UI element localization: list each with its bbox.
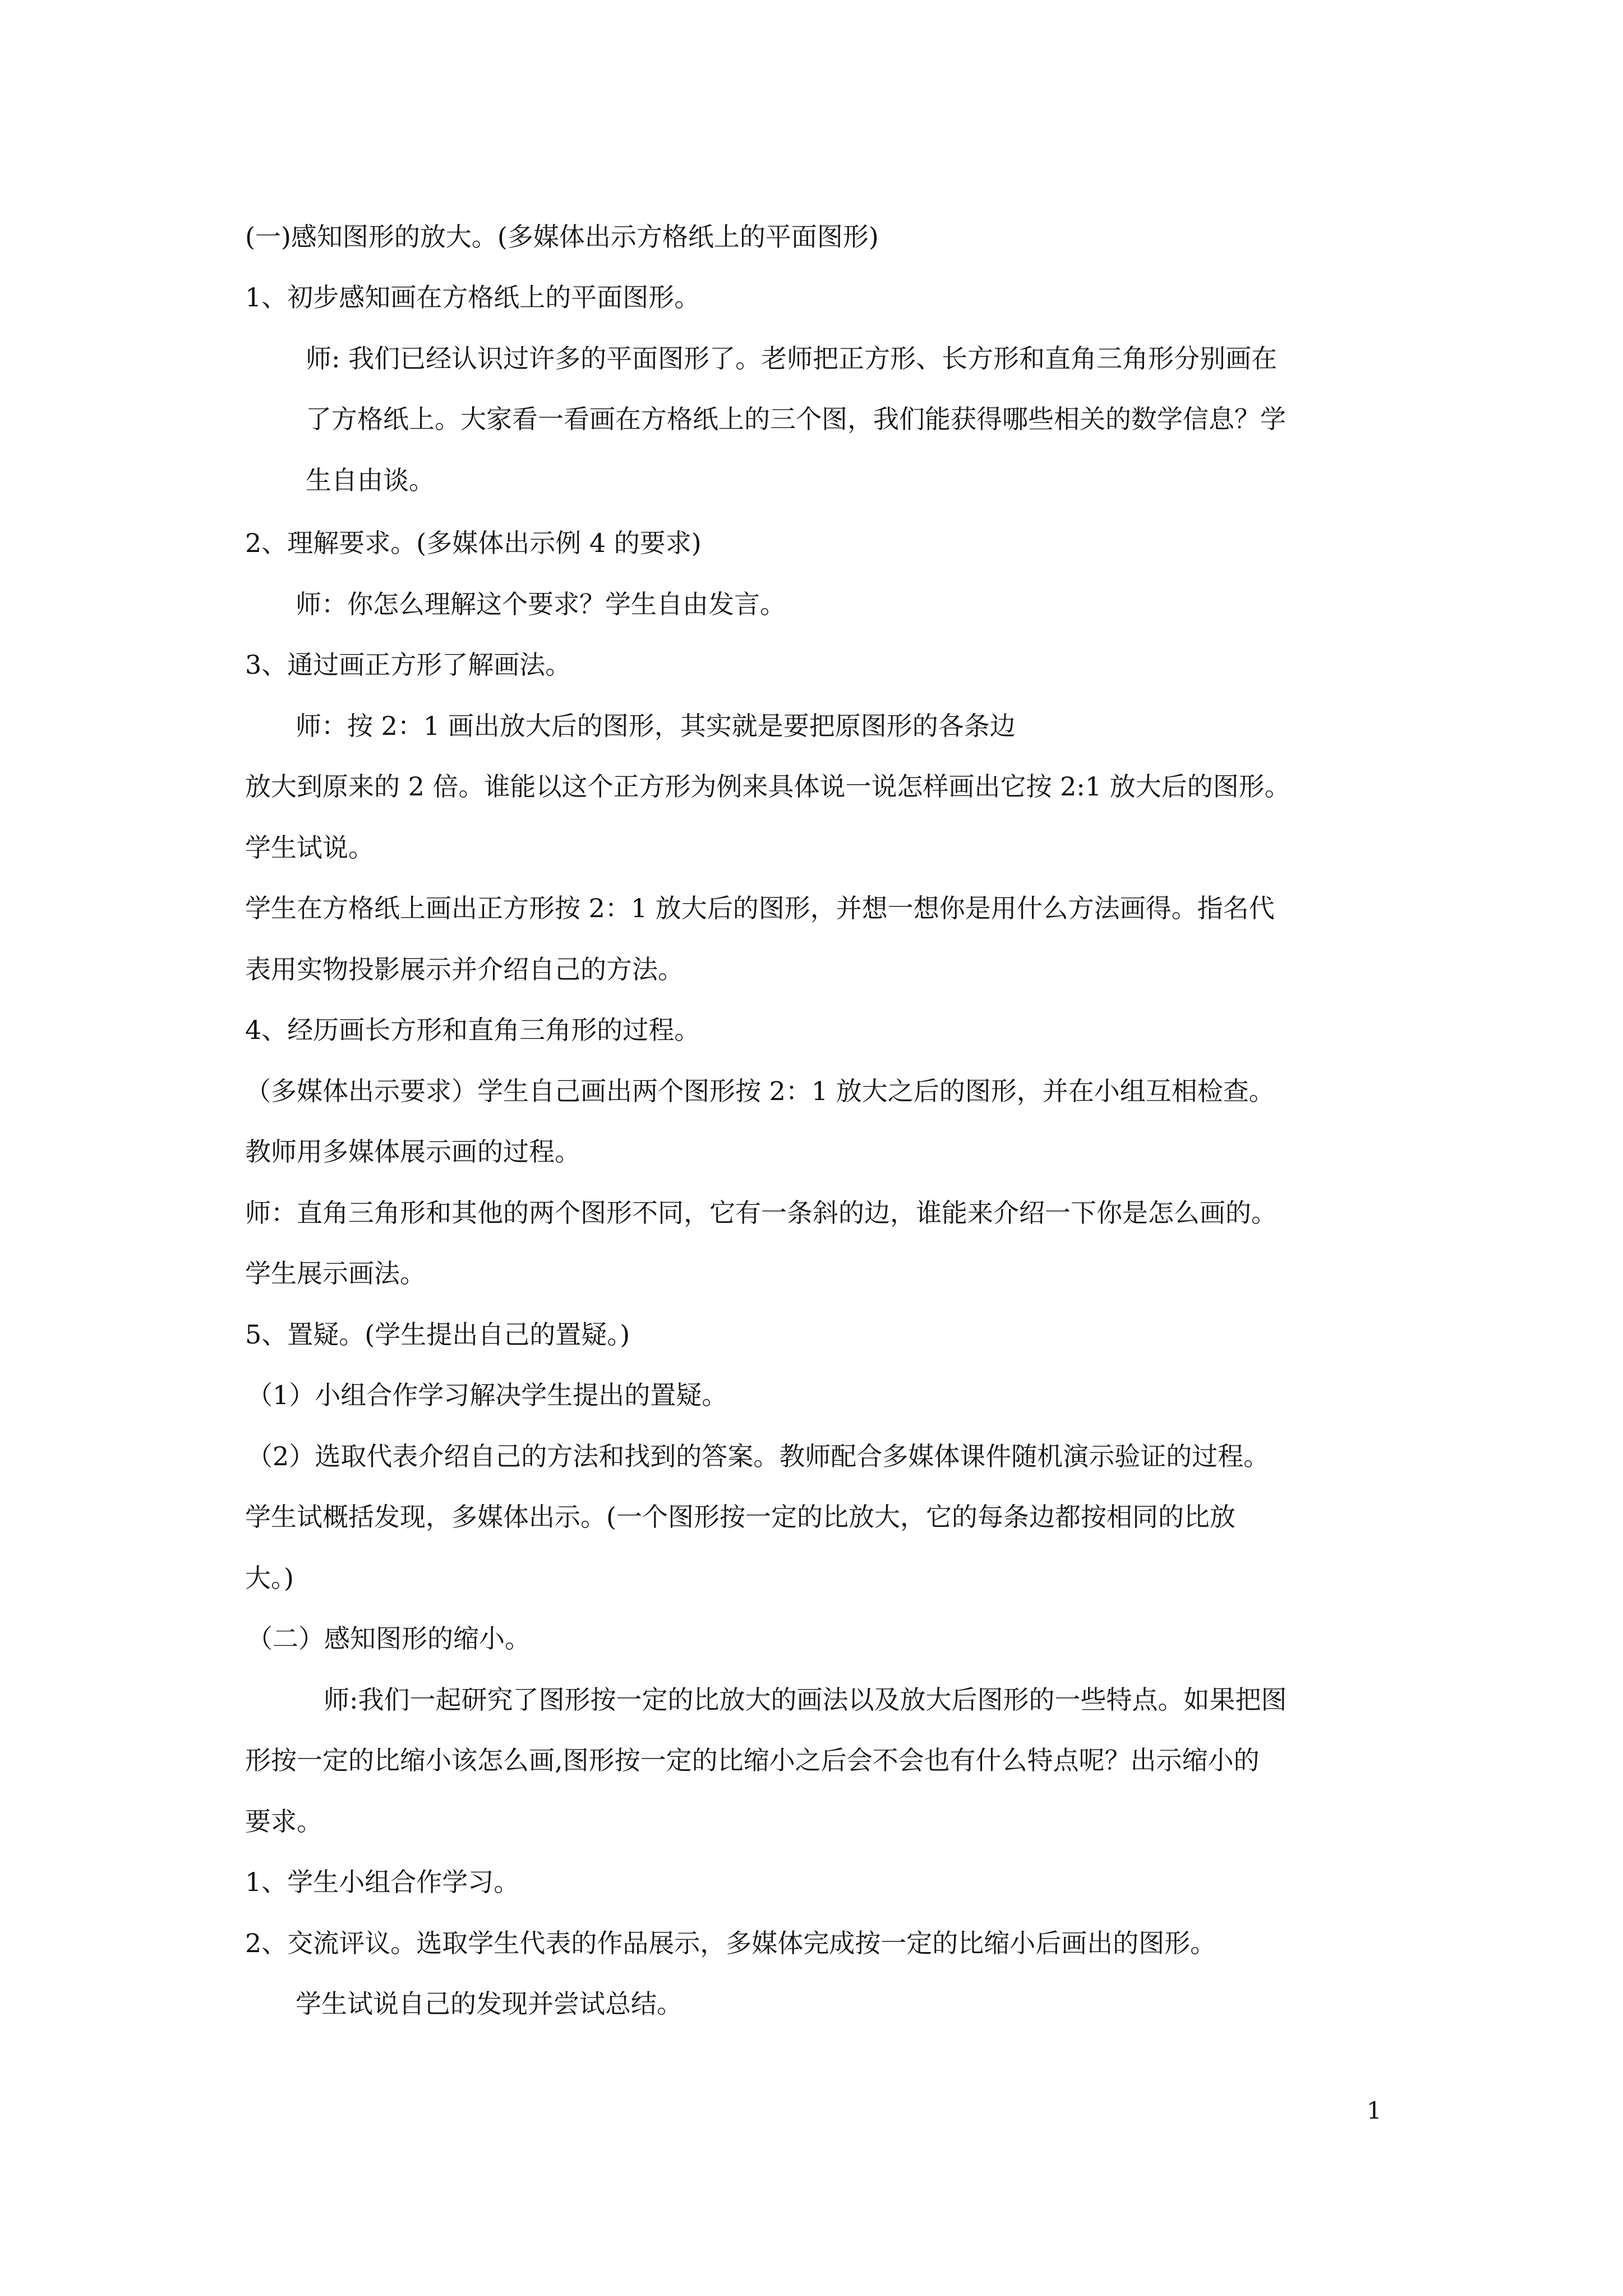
paragraph-line: 学生试说。 [245, 832, 374, 863]
paragraph-line: 学生试说自己的发现并尝试总结。 [296, 1989, 683, 2019]
step-3-heading: 3、通过画正方形了解画法。 [245, 650, 571, 680]
step-1-heading: 1、初步感知画在方格纸上的平面图形。 [245, 282, 700, 312]
paragraph-line: 要求。 [245, 1806, 322, 1837]
paragraph-line: 学生在方格纸上画出正方形按 2：1 放大后的图形，并想一想你是用什么方法画得。指名代 [245, 893, 1275, 923]
paragraph-line: 师：直角三角形和其他的两个图形不同，它有一条斜的边，谁能来介绍一下你是怎么画的。 [245, 1198, 1277, 1228]
step-4-heading: 4、经历画长方形和直角三角形的过程。 [245, 1015, 700, 1045]
paragraph-line: 大。) [245, 1563, 294, 1593]
paragraph-line: 教师用多媒体展示画的过程。 [245, 1137, 580, 1167]
step-5-heading: 5、置疑。(学生提出自己的置疑。) [245, 1319, 630, 1350]
paragraph-line: 了方格纸上。大家看一看画在方格纸上的三个图，我们能获得哪些相关的数学信息？学 [306, 404, 1286, 434]
paragraph-line: （1）小组合作学习解决学生提出的置疑。 [247, 1380, 728, 1410]
step-2-heading: 2、交流评议。选取学生代表的作品展示，多媒体完成按一定的比缩小后画出的图形。 [245, 1928, 1216, 1958]
section-heading-enlarge: (一)感知图形的放大。(多媒体出示方格纸上的平面图形) [245, 222, 879, 252]
paragraph-line: 生自由谈。 [306, 465, 435, 495]
paragraph-line: 师:我们一起研究了图形按一定的比放大的画法以及放大后图形的一些特点。如果把图 [324, 1685, 1287, 1715]
paragraph-line: 师：按 2：1 画出放大后的图形，其实就是要把原图形的各条边 [296, 711, 1016, 741]
paragraph-line: （2）选取代表介绍自己的方法和找到的答案。教师配合多媒体课件随机演示验证的过程。 [247, 1441, 1270, 1471]
page-number: 1 [1367, 2097, 1382, 2124]
paragraph-line: 学生展示画法。 [245, 1258, 426, 1289]
paragraph-line: 学生试概括发现，多媒体出示。(一个图形按一定的比放大，它的每条边都按相同的比放 [245, 1502, 1235, 1532]
section-heading-shrink: （二）感知图形的缩小。 [247, 1623, 531, 1654]
paragraph-line: 表用实物投影展示并介绍自己的方法。 [245, 954, 684, 984]
paragraph-line: （多媒体出示要求）学生自己画出两个图形按 2：1 放大之后的图形，并在小组互相检查。 [245, 1076, 1275, 1106]
paragraph-line: 放大到原来的 2 倍。谁能以这个正方形为例来具体说一说怎样画出它按 2:1 放大后的图形。 [245, 771, 1290, 802]
step-2-heading: 2、理解要求。(多媒体出示例 4 的要求) [245, 528, 702, 558]
step-1-heading: 1、学生小组合作学习。 [245, 1867, 520, 1897]
paragraph-line: 形按一定的比缩小该怎么画,图形按一定的比缩小之后会不会也有什么特点呢？出示缩小的 [245, 1745, 1260, 1775]
paragraph-line: 师：你怎么理解这个要求？学生自由发言。 [296, 589, 786, 619]
paragraph-line: 师: 我们已经认识过许多的平面图形了。老师把正方形、长方形和直角三角形分别画在 [306, 343, 1278, 374]
